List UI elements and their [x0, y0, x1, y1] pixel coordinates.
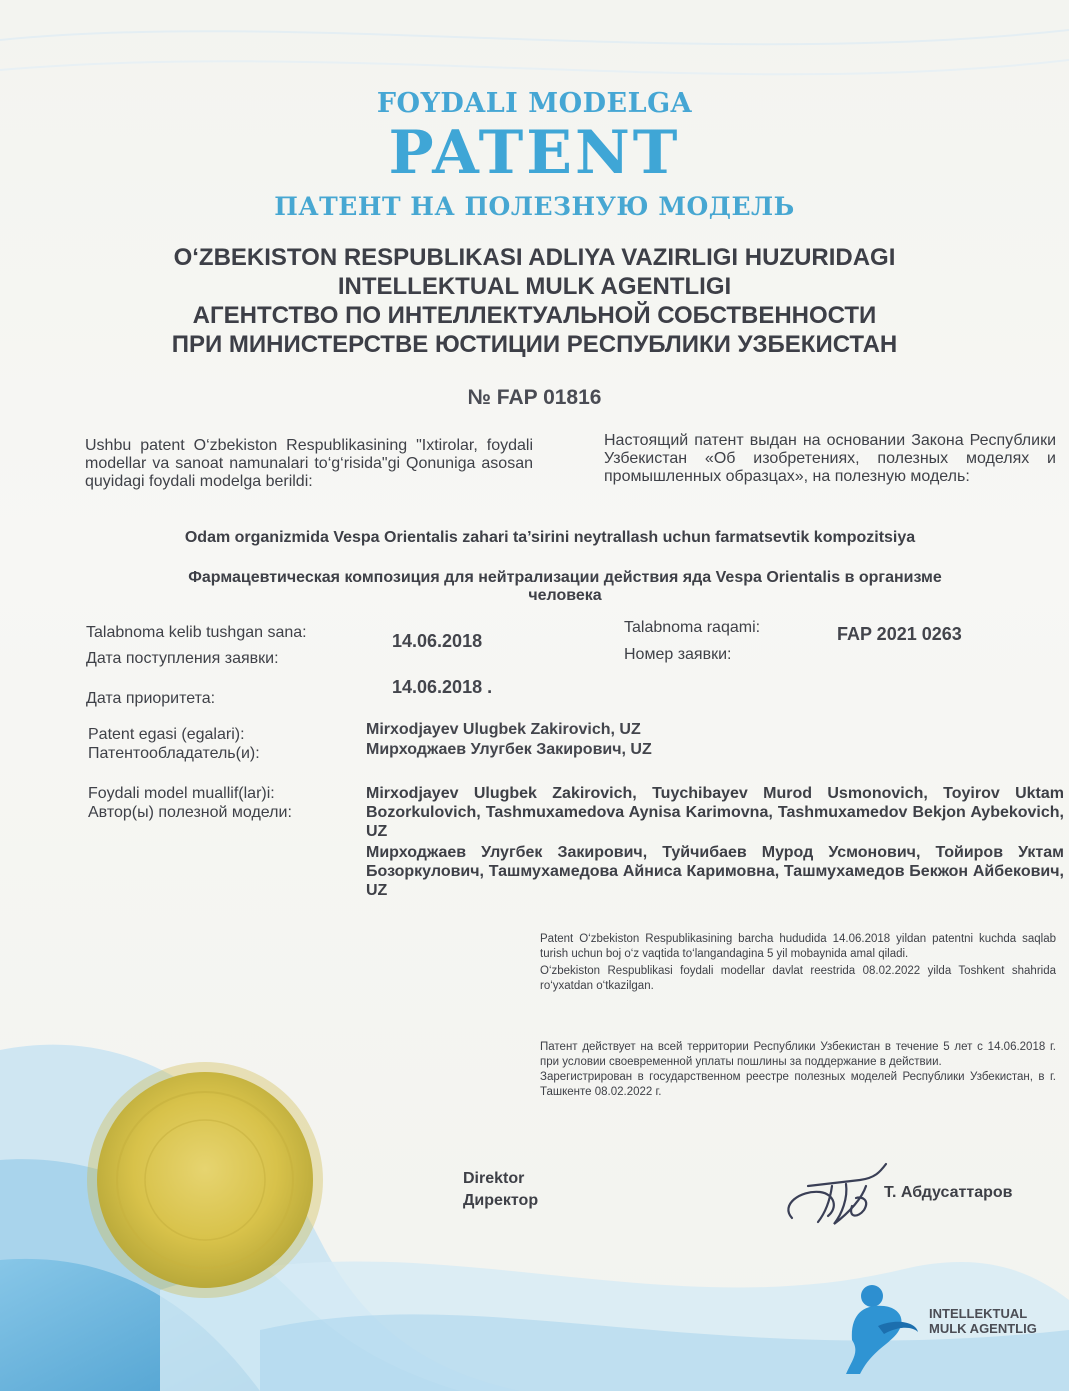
authors-value-ru: Мирходжаев Улугбек Закирович, Туйчибаев Мурод Усмонович, Тойиров Уктам Бозоркулович, Ташмухамедова Айниса Каримовна, Ташмухамедов Бекжон Айбекович, UZ [366, 844, 1064, 899]
logo-line-1: INTELLEKTUAL [929, 1306, 1028, 1321]
filing-date-label-ru: Дата поступления заявки: [86, 650, 279, 667]
app-number-label-ru: Номер заявки: [624, 646, 732, 663]
intro-text-uz: Ushbu patent O‘zbekiston Respublikasining "Ixtirolar, foydali modellar va sanoat namunalari to‘g‘risida"gi Qonuniga asosan quyidagi foydali modelga berildi: [85, 437, 533, 490]
owner-label-ru: Патентообладатель(и): [88, 745, 260, 762]
agency-line-3: АГЕНТСТВО ПО ИНТЕЛЛЕКТУАЛЬНОЙ СОБСТВЕННОСТИ [192, 302, 877, 329]
legal-text-ru [540, 1040, 1056, 1102]
director-title [463, 1168, 538, 1212]
intro-text-ru: Настоящий патент выдан на основании Закона Республики Узбекистан «Об изобретениях, полезных моделях и промышленных образцах», на полезную модель: [604, 432, 1056, 485]
subtitle-ru: ПАТЕНТ НА ПОЛЕЗНУЮ МОДЕЛЬ [274, 192, 795, 221]
agency-line-1: O‘ZBEKISTON RESPUBLIKASI ADLIYA VAZIRLIGI HUZURIDAGI [173, 244, 896, 271]
agency-line-2: INTELLEKTUAL MULK AGENTLIGI [337, 273, 732, 300]
authors-value-uz: Mirxodjayev Ulugbek Zakirovich, Tuychibayev Murod Usmonovich, Toyirov Uktam Bozorkulovich, Tashmuxamedova Aynisa Karimovna, Tashmuxamedov Bekjon Aybekovich, UZ [366, 785, 1064, 840]
legal-validity-uz: Patent O‘zbekiston Respublikasining barcha hududida 14.06.2018 yildan patentni kuchda saqlab turish uchun boj o‘z vaqtida to‘langandagina 5 yil mobaynida amal qiladi. [540, 933, 1056, 960]
owner-label-uz: Patent egasi (egalari): [88, 726, 245, 743]
priority-label-ru: Дата приоритета: [86, 690, 216, 707]
agency-line-4: ПРИ МИНИСТЕРСТВЕ ЮСТИЦИИ РЕСПУБЛИКИ УЗБЕКИСТАН [171, 331, 898, 358]
app-number-value: FAP 2021 0263 [837, 624, 962, 644]
director-title-uz: Direktor [463, 1170, 525, 1187]
filing-date-value: 14.06.2018 [392, 631, 483, 651]
patent-heading: PATENT [388, 118, 681, 188]
director-title-ru: Директор [463, 1192, 539, 1209]
legal-text-uz [540, 932, 1056, 996]
legal-registry-ru: Зарегистрирован в государственном реестре полезных моделей Республики Узбекистан, в г. Ташкенте 08.02.2022 г. [540, 1071, 1056, 1098]
owner-value-ru: Мирходжаев Улугбек Закирович, UZ [366, 741, 652, 758]
model-title-uz: Odam organizmida Vespa Orientalis zahari ta’sirini neytrallash uchun farmatsevtik kompozitsiya [184, 529, 916, 546]
legal-registry-uz: O‘zbekiston Respublikasi foydali modellar davlat reestrida 08.02.2022 yilda Toshkent shahrida ro‘yxatdan o‘tkazilgan. [540, 965, 1056, 992]
owner-value-uz: Mirxodjayev Ulugbek Zakirovich, UZ [366, 721, 641, 738]
agency-logo-text [929, 1306, 1037, 1336]
authors-label-uz: Foydali model muallif(lar)i: [88, 785, 275, 802]
priority-date-value: 14.06.2018 . [392, 677, 493, 697]
authors-list [366, 784, 1064, 902]
filing-date-label-uz: Talabnoma kelib tushgan sana: [86, 624, 307, 641]
gold-seal [87, 1062, 323, 1298]
signature-mark [788, 1164, 886, 1224]
logo-line-2: MULK AGENTLIG [929, 1321, 1037, 1336]
patent-number: № FAP 01816 [467, 386, 602, 409]
subtitle-uz: FOYDALI MODELGA [376, 88, 693, 119]
model-title-ru: Фармацевтическая композиция для нейтрализации действия яда Vespa Orientalis в организме человека [188, 569, 942, 604]
agency-block [0, 243, 1069, 359]
signer-name: Т. Абдусаттаров [884, 1184, 1013, 1201]
legal-validity-ru: Патент действует на всей территории Республики Узбекистан в течение 5 лет с 14.06.2018 г. при условии своевременной уплаты пошлины за поддержание в действии. [540, 1041, 1056, 1068]
app-number-label-uz: Talabnoma raqami: [624, 619, 761, 636]
authors-label-ru: Автор(ы) полезной модели: [88, 804, 292, 821]
